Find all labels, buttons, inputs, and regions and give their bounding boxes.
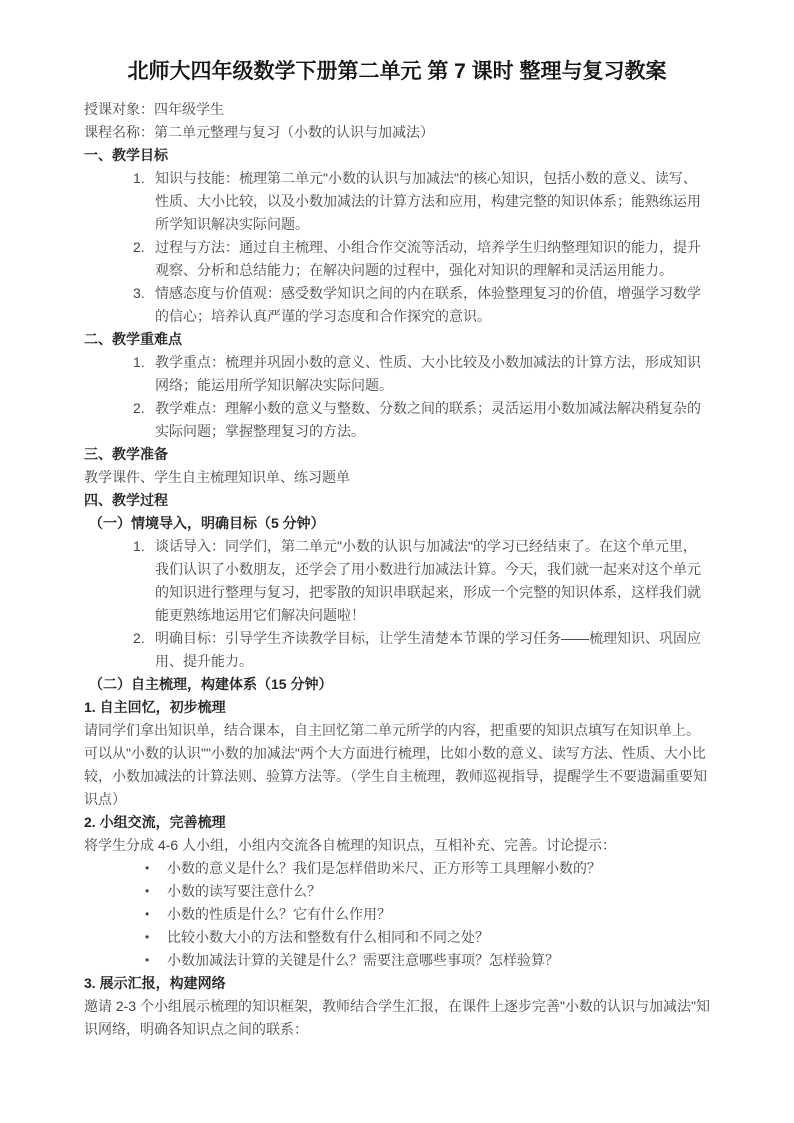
- meta-audience: 授课对象：四年级学生: [84, 101, 224, 117]
- section-heading-objectives: 一、教学目标: [84, 147, 168, 163]
- list-number: 3.: [133, 285, 145, 301]
- discussion-bullet-text: 小数的读写要注意什么？: [167, 883, 321, 899]
- objective-item: [84, 167, 710, 236]
- discussion-bullet: [84, 880, 710, 903]
- key-point-text: 教学重点：梳理并巩固小数的意义、性质、大小比较及小数加减法的计算方法，形成知识网络；能运用所学知识解决实际问题。: [155, 354, 701, 393]
- list-number: 1.: [133, 538, 145, 554]
- list-number: 1.: [133, 170, 145, 186]
- step3-heading: 3. 展示汇报，构建网络: [84, 975, 226, 991]
- key-point-item: [84, 397, 710, 443]
- discussion-bullet-text: 小数的性质是什么？它有什么作用？: [167, 906, 391, 922]
- step2-heading: 2. 小组交流，完善梳理: [84, 814, 226, 830]
- stage1-item-text: 谈话导入：同学们，第二单元"小数的认识与加减法"的学习已经结束了。在这个单元里，我们认识了小数朋友，还学会了用小数进行加减法计算。今天，我们就一起来对这个单元的知识进行整理与复习，把零散的知识串联起来，形成一个完整的知识体系，这样我们就能更熟练地运用它们解决问题啦！: [155, 538, 701, 623]
- discussion-bullet: [84, 926, 710, 949]
- objective-text: 情感态度与价值观：感受数学知识之间的内在联系，体验整理复习的价值，增强学习数学的信心；培养认真严谨的学习态度和合作探究的意识。: [155, 285, 701, 324]
- objective-text: 知识与技能：梳理第二单元"小数的认识与加减法"的核心知识，包括小数的意义、读写、性质、大小比较，以及小数加减法的计算方法和应用，构建完整的知识体系；能熟练运用所学知识解决实际问题。: [155, 170, 701, 232]
- discussion-bullet-text: 比较小数大小的方法和整数有什么相同和不同之处？: [167, 929, 489, 945]
- discussion-bullet: [84, 903, 710, 926]
- preparation-paragraph: 教学课件、学生自主梳理知识单、练习题单: [84, 469, 350, 485]
- list-number: 2.: [133, 239, 145, 255]
- key-point-item: [84, 351, 710, 397]
- discussion-bullet-text: 小数加减法计算的关键是什么？需要注意哪些事项？怎样验算？: [167, 952, 559, 968]
- objective-item: [84, 282, 710, 328]
- bullet-icon: •: [145, 884, 150, 898]
- step3-paragraph: 邀请 2-3 个小组展示梳理的知识框架，教师结合学生汇报，在课件上逐步完善"小数的认识与加减法"知识网络，明确各知识点之间的联系：: [84, 998, 710, 1037]
- bullet-icon: •: [145, 861, 150, 875]
- bullet-icon: •: [145, 953, 150, 967]
- stage1-item: [84, 627, 710, 673]
- stage2-heading: （二）自主梳理，构建体系（15 分钟）: [89, 676, 333, 692]
- step2-paragraph: 将学生分成 4-6 人小组，小组内交流各自梳理的知识点，互相补充、完善。讨论提示：: [84, 837, 617, 853]
- section-heading-preparation: 三、教学准备: [84, 446, 168, 462]
- section-heading-process: 四、教学过程: [84, 492, 168, 508]
- discussion-bullet-text: 小数的意义是什么？我们是怎样借助米尺、正方形等工具理解小数的？: [167, 860, 601, 876]
- step1-paragraph: 请同学们拿出知识单，结合课本，自主回忆第二单元所学的内容，把重要的知识点填写在知识单上。可以从"小数的认识""小数的加减法"两个大方面进行梳理，比如小数的意义、读写方法、性质、大小比较，小数加减法的计算法则、验算方法等。（学生自主梳理，教师巡视指导，提醒学生不要遗漏重要知识点）: [84, 722, 707, 807]
- stage1-item-text: 明确目标：引导学生齐读教学目标，让学生清楚本节课的学习任务——梳理知识、巩固应用、提升能力。: [155, 630, 701, 669]
- list-number: 1.: [133, 354, 145, 370]
- bullet-icon: •: [145, 907, 150, 921]
- key-point-text: 教学难点：理解小数的意义与整数、分数之间的联系；灵活运用小数加减法解决稍复杂的实际问题；掌握整理复习的方法。: [155, 400, 701, 439]
- objective-item: [84, 236, 710, 282]
- stage1-item: [84, 535, 710, 627]
- bullet-icon: •: [145, 930, 150, 944]
- list-number: 2.: [133, 400, 145, 416]
- discussion-bullet: [84, 857, 710, 880]
- discussion-bullet: [84, 949, 710, 972]
- meta-course: 课程名称：第二单元整理与复习（小数的认识与加减法）: [84, 124, 434, 140]
- page-title: 北师大四年级数学下册第二单元 第 7 课时 整理与复习教案: [127, 60, 667, 83]
- step1-heading: 1. 自主回忆，初步梳理: [84, 699, 226, 715]
- objective-text: 过程与方法：通过自主梳理、小组合作交流等活动，培养学生归纳整理知识的能力，提升观察、分析和总结能力；在解决问题的过程中，强化对知识的理解和灵活运用能力。: [155, 239, 701, 278]
- list-number: 2.: [133, 630, 145, 646]
- section-heading-key-points: 二、教学重难点: [84, 331, 182, 347]
- stage1-heading: （一）情境导入，明确目标（5 分钟）: [89, 515, 325, 531]
